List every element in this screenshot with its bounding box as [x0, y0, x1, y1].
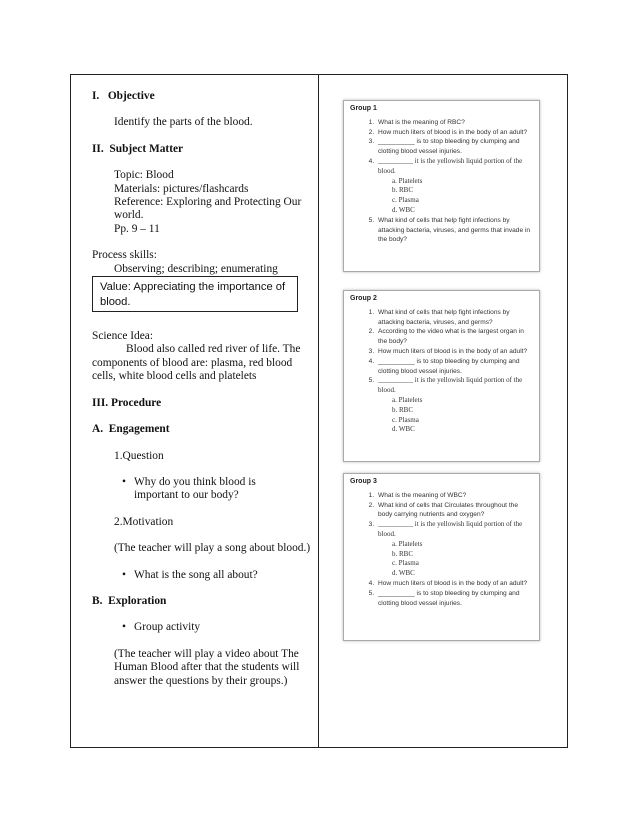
bullet-icon: • — [122, 475, 126, 488]
option-item: c. Plasma — [392, 415, 419, 424]
group-3-title: Group 3 — [350, 478, 377, 485]
process-skills-label: Process skills: — [92, 249, 157, 262]
group-2-card — [343, 290, 540, 462]
question-bullet — [92, 476, 314, 503]
value-box — [92, 276, 298, 312]
science-idea-line-3: cells, white blood cells and platelets — [92, 370, 257, 383]
option-item: a. Platelets — [392, 395, 423, 404]
group-2-question: 2. According to the video what is the largest organ in the body? — [376, 327, 533, 347]
materials-text: Materials: pictures/flashcards — [114, 182, 249, 195]
option-item: c. Plasma — [392, 196, 419, 205]
option-item: b. RBC — [392, 549, 414, 558]
group-1-question — [376, 157, 533, 216]
option-item: b. RBC — [392, 405, 414, 414]
engagement-heading: A. Engagement — [92, 423, 170, 436]
group-2-question: 4. __________ is to stop bleeding by clumping and clotting blood vessel injuries. — [376, 357, 533, 377]
exploration-heading: B. Exploration — [92, 594, 167, 607]
option-item: d. WBC — [392, 425, 415, 434]
value-line-1: Value: Appreciating the importance of — [100, 281, 286, 293]
group-1-options — [378, 177, 533, 216]
science-idea-line-2: components of blood are: plasma, red blood — [92, 356, 293, 369]
group-2-question-text: __________ it is the yellowish liquid portion of the blood. — [378, 376, 523, 395]
group-3-question: 4. How much liters of blood is in the body of an adult? — [376, 579, 533, 589]
group-1-question: 3. __________ is to stop bleeding by clumping and clotting blood vessel injuries. — [376, 137, 533, 157]
question-line-2: important to our body? — [134, 489, 239, 502]
column-divider — [318, 74, 319, 748]
group-1-question: 1. What is the meaning of RBC? — [376, 118, 533, 128]
group-1-question: 5. What kind of cells that help fight infections by attacking bacteria, viruses, and germs that invade in the body? — [376, 216, 533, 245]
teacher-song-note: (The teacher will play a song about blood.) — [114, 542, 311, 555]
group-2-question — [376, 376, 533, 435]
subject-matter-heading: II. Subject Matter — [92, 142, 184, 155]
question-line-1: Why do you think blood is — [134, 475, 256, 488]
group-3-question — [376, 520, 533, 579]
group-2-options — [378, 396, 533, 435]
science-idea-label: Science Idea: — [92, 330, 154, 343]
group-1-question: 2. How much liters of blood is in the body of an adult? — [376, 128, 533, 138]
pages-text: Pp. 9 – 11 — [114, 222, 160, 235]
question-label: 1.Question — [114, 449, 164, 462]
objective-text: Identify the parts of the blood. — [114, 116, 253, 129]
option-item: d. WBC — [392, 569, 415, 578]
group-2-question: 1. What kind of cells that help fight infections by attacking bacteria, viruses, and germs? — [376, 308, 533, 328]
topic-text: Topic: Blood — [114, 169, 174, 182]
group-1-question-text: __________ it is the yellowish liquid portion of the blood. — [378, 156, 523, 175]
motivation-label: 2.Motivation — [114, 515, 174, 528]
science-idea-line-1: Blood also called red river of life. The — [126, 343, 301, 356]
option-item: b. RBC — [392, 186, 414, 195]
video-note-line-1: (The teacher will play a video about The — [114, 647, 299, 660]
reference-text-cont: world. — [114, 209, 144, 222]
group-2-question: 3. How much liters of blood is in the body of an adult? — [376, 347, 533, 357]
reference-text: Reference: Exploring and Protecting Our — [114, 196, 302, 209]
group-2-title: Group 2 — [350, 295, 377, 302]
group-3-question: 1. What is the meaning of WBC? — [376, 491, 533, 501]
option-item: d. WBC — [392, 205, 415, 214]
procedure-heading: III. Procedure — [92, 396, 162, 409]
song-bullet — [92, 569, 314, 582]
option-item: c. Plasma — [392, 559, 419, 568]
video-note-line-2: Human Blood after that the students will — [114, 661, 300, 674]
activity-bullet — [92, 621, 314, 634]
group-3-question: 2. What kind of cells that Circulates throughout the body carrying nutrients and oxygen? — [376, 501, 533, 521]
group-3-question: 5. __________ is to stop bleeding by clumping and clotting blood vessel injuries. — [376, 589, 533, 609]
video-note-line-3: answer the questions by their groups.) — [114, 674, 288, 687]
value-line-2: blood. — [100, 296, 131, 308]
objective-heading: I. Objective — [92, 90, 155, 102]
process-skills-text: Observing; describing; enumerating — [114, 262, 278, 275]
group-3-question-text: __________ it is the yellowish liquid portion of the blood. — [378, 520, 523, 538]
activity-text: Group activity — [134, 621, 201, 634]
option-item: a. Platelets — [392, 176, 423, 185]
group-1-card — [343, 100, 540, 272]
left-column — [92, 86, 314, 688]
bullet-icon: • — [122, 568, 126, 581]
option-item: a. Platelets — [392, 539, 423, 548]
group-3-card — [343, 473, 540, 641]
bullet-icon: • — [122, 621, 126, 634]
song-question: What is the song all about? — [134, 568, 258, 581]
group-3-options — [378, 540, 533, 579]
group-1-title: Group 1 — [350, 105, 377, 112]
